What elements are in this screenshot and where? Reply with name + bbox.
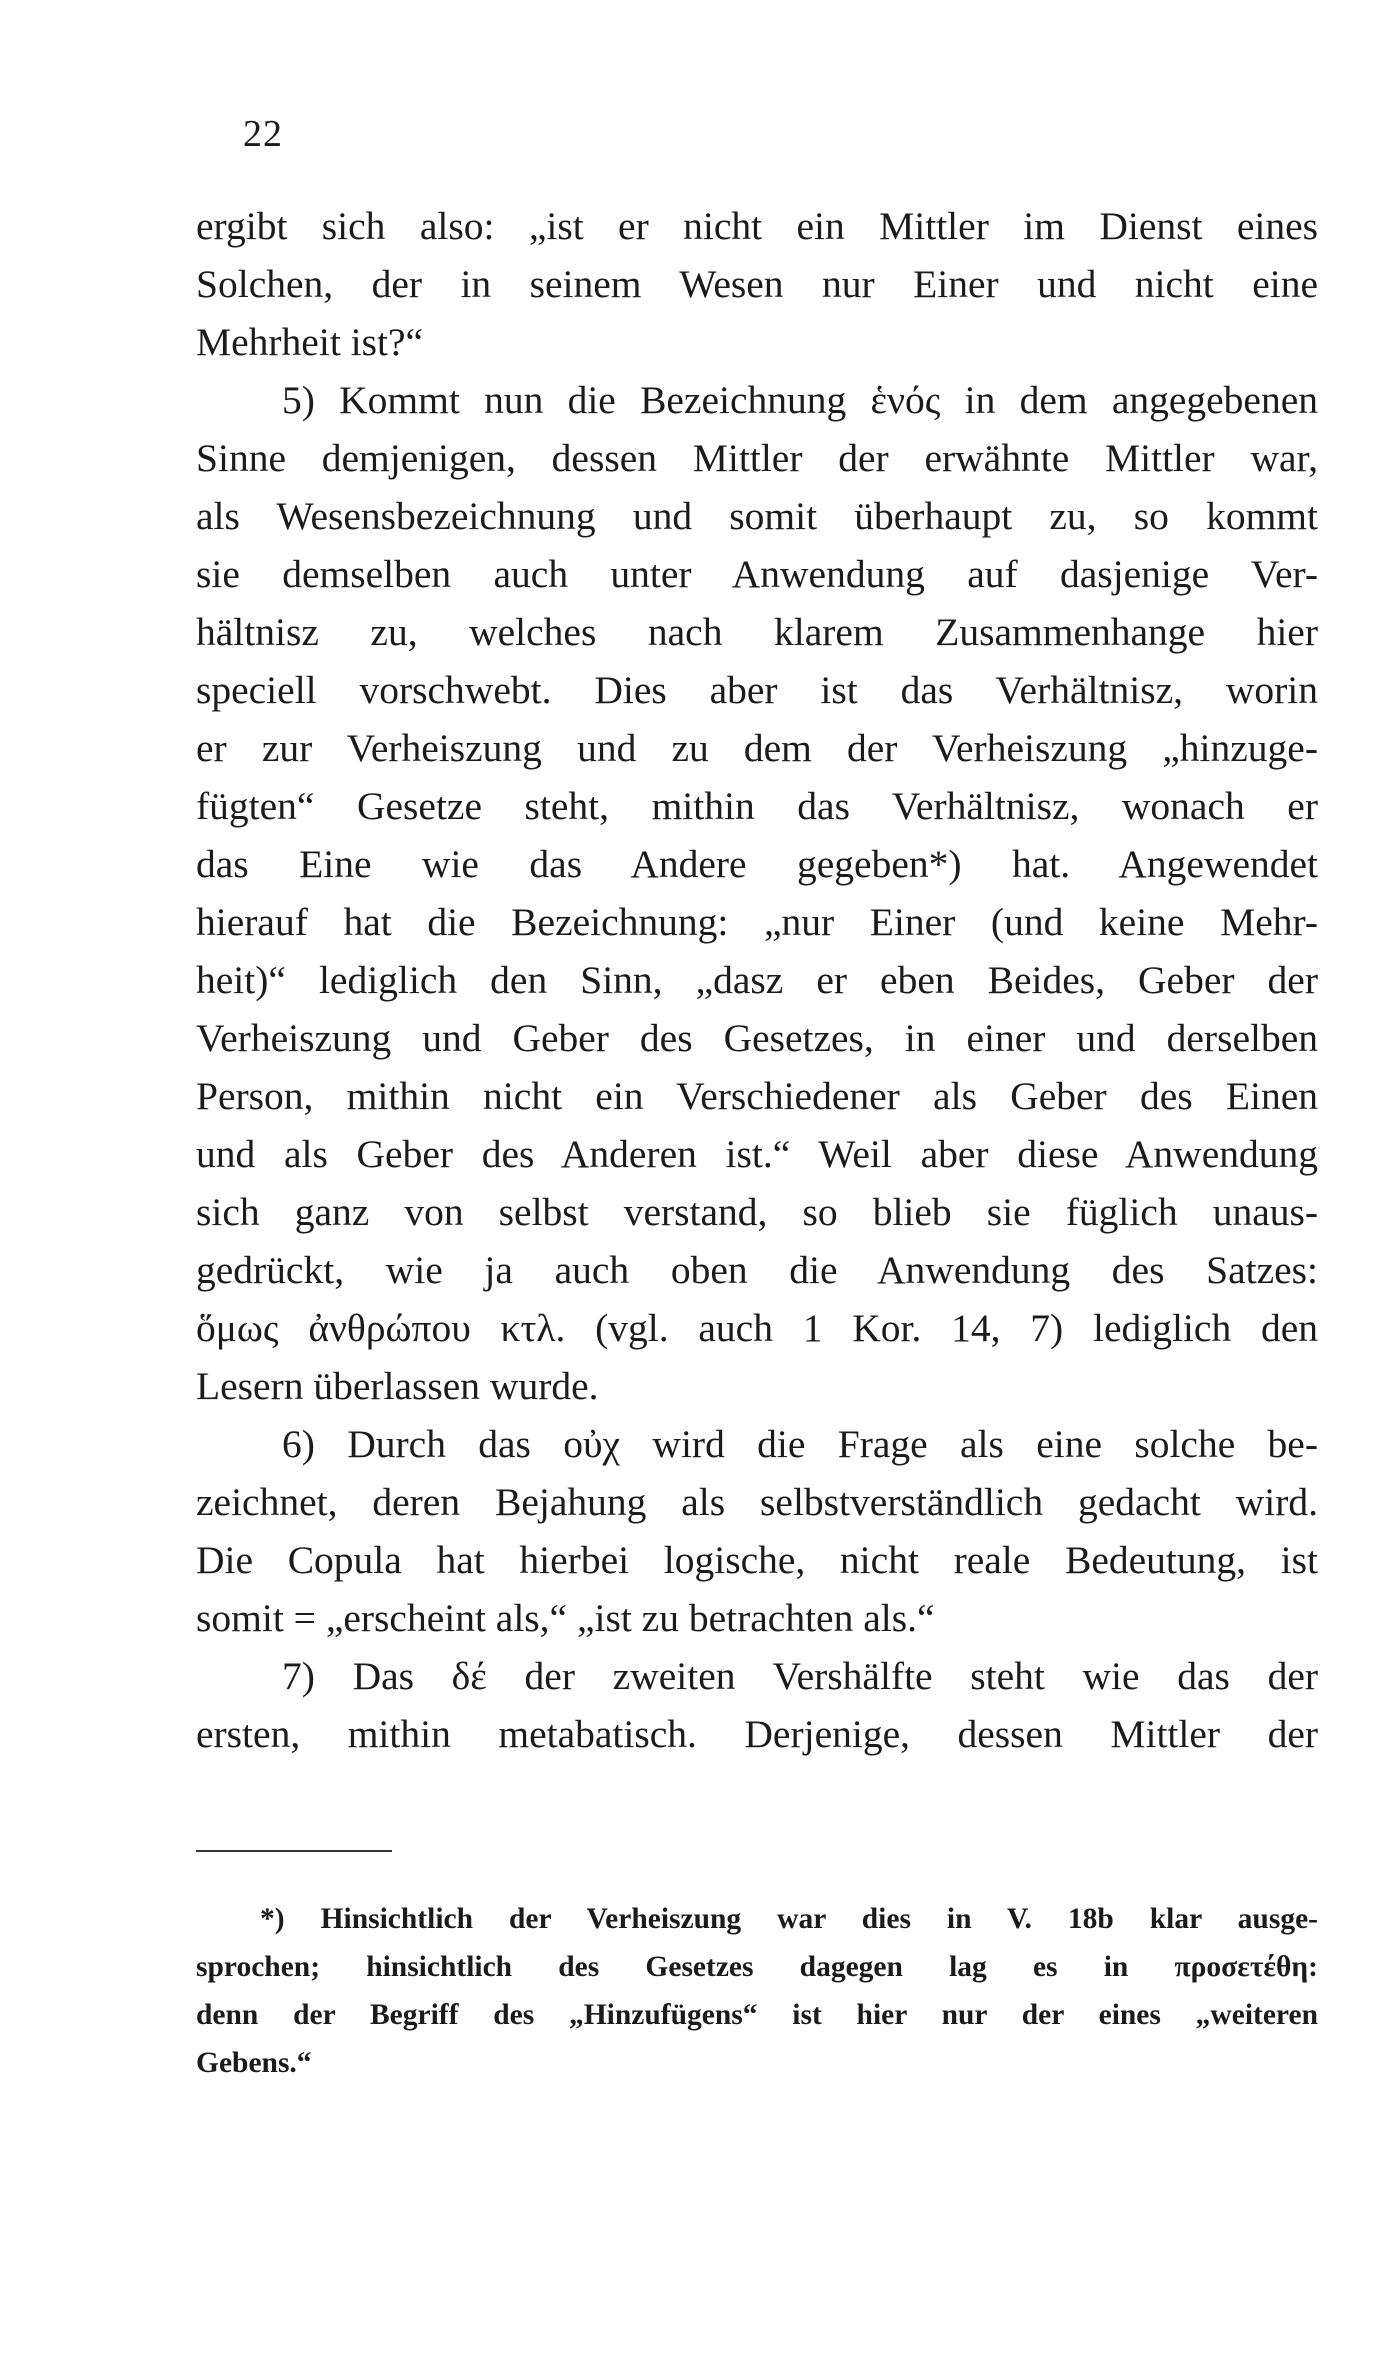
text-line: das Eine wie das Andere gegeben*) hat. Angewendet <box>196 842 1318 886</box>
text-line: zeichnet, deren Bejahung als selbstverständlich gedacht wird. <box>196 1480 1318 1524</box>
text-line: 6) Durch das οὐχ wird die Frage als eine solche be- <box>282 1422 1318 1466</box>
text-line: 7) Das δέ der zweiten Vershälfte steht wie das der <box>282 1654 1318 1698</box>
text-line: ersten, mithin metabatisch. Derjenige, dessen Mittler der <box>196 1712 1318 1756</box>
text-line: Solchen, der in seinem Wesen nur Einer und nicht eine <box>196 262 1318 306</box>
text-line: Sinne demjenigen, dessen Mittler der erwähnte Mittler war, <box>196 436 1318 480</box>
text-line: als Wesensbezeichnung und somit überhaupt zu, so kommt <box>196 494 1318 538</box>
page-number: 22 <box>243 113 283 155</box>
text-line: Lesern überlassen wurde. <box>196 1364 599 1408</box>
text-line: Verheiszung und Geber des Gesetzes, in einer und derselben <box>196 1016 1318 1060</box>
text-line: Die Copula hat hierbei logische, nicht reale Bedeutung, ist <box>196 1538 1318 1582</box>
text-line: ergibt sich also: „ist er nicht ein Mittler im Dienst eines <box>196 204 1318 248</box>
footnote-rule <box>196 1850 392 1852</box>
footnote-line: denn der Begriff des „Hinzufügens“ ist hier nur der eines „weiteren <box>196 1999 1318 2031</box>
footnote-line: *) Hinsichtlich der Verheiszung war dies in V. 18b klar ausge- <box>260 1903 1318 1935</box>
footnote-line: sprochen; hinsichtlich des Gesetzes dagegen lag es in προσετέθη: <box>196 1951 1318 1983</box>
text-line: hältnisz zu, welches nach klarem Zusammenhange hier <box>196 610 1318 654</box>
text-line: heit)“ lediglich den Sinn, „dasz er eben Beides, Geber der <box>196 958 1318 1002</box>
text-line: 5) Kommt nun die Bezeichnung ἑνός in dem angegebenen <box>282 378 1318 422</box>
text-line: hierauf hat die Bezeichnung: „nur Einer (und keine Mehr- <box>196 900 1318 944</box>
text-line: somit = „erscheint als,“ „ist zu betrachten als.“ <box>196 1596 935 1640</box>
text-line: ὅμως ἀνθρώπου κτλ. (vgl. auch 1 Kor. 14, 7) lediglich den <box>196 1306 1318 1350</box>
text-line: Mehrheit ist?“ <box>196 320 424 364</box>
text-line: sie demselben auch unter Anwendung auf dasjenige Ver- <box>196 552 1318 596</box>
text-line: sich ganz von selbst verstand, so blieb sie füglich unaus- <box>196 1190 1318 1234</box>
text-line: fügten“ Gesetze steht, mithin das Verhältnisz, wonach er <box>196 784 1318 828</box>
text-line: und als Geber des Anderen ist.“ Weil aber diese Anwendung <box>196 1132 1318 1176</box>
text-line: gedrückt, wie ja auch oben die Anwendung des Satzes: <box>196 1248 1318 1292</box>
text-line: er zur Verheiszung und zu dem der Verheiszung „hinzuge- <box>196 726 1318 770</box>
text-line: speciell vorschwebt. Dies aber ist das Verhältnisz, worin <box>196 668 1318 712</box>
footnote-line: Gebens.“ <box>196 2047 312 2079</box>
text-line: Person, mithin nicht ein Verschiedener als Geber des Einen <box>196 1074 1318 1118</box>
